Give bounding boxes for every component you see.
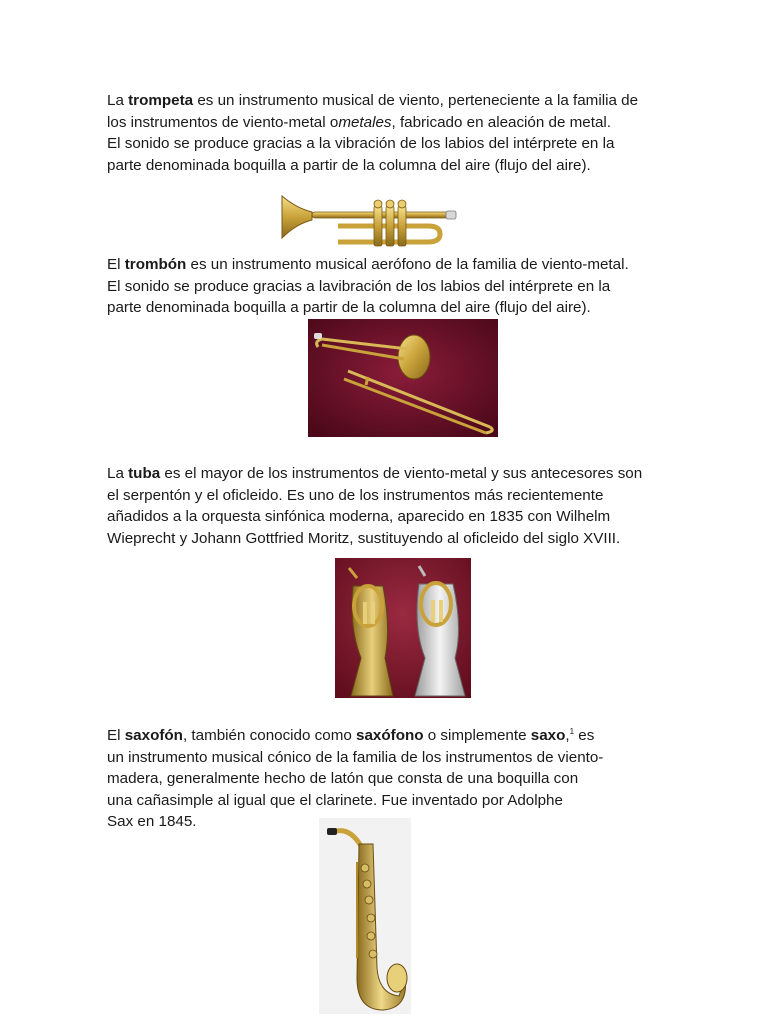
trumpet-paragraph	[107, 90, 687, 176]
saxophone-image	[319, 818, 411, 1014]
text-line: La tuba es el mayor de los instrumentos de viento-metal y sus antecesores son	[107, 465, 643, 482]
text-line: añadidos a la orquesta sinfónica moderna, aparecido en 1835 con Wilhelm	[107, 508, 611, 525]
footnote-ref[interactable]: 1	[569, 727, 575, 736]
text-line: La trompeta es un instrumento musical de viento, perteneciente a la familia de	[107, 92, 639, 109]
text-line: madera, generalmente hecho de latón que consta de una boquilla con	[107, 770, 579, 787]
saxophone-paragraph	[107, 725, 687, 833]
tuba-image	[335, 558, 471, 698]
text-line: los instrumentos de viento-metal ometales, fabricado en aleación de metal.	[107, 113, 612, 131]
text-line: una cañasimple al igual que el clarinete. Fue inventado por Adolphe	[107, 791, 563, 809]
text-line: El trombón es un instrumento musical aerófono de la familia de viento-metal.	[107, 256, 629, 273]
text-line: Wieprecht y Johann Gottfried Moritz, sustituyendo al oficleido del siglo XVIII.	[107, 529, 621, 547]
trumpet-image	[278, 190, 458, 252]
trombone-paragraph	[107, 254, 687, 319]
text-line: el serpentón y el oficleido. Es uno de los instrumentos más recientemente	[107, 486, 604, 504]
trombone-image	[308, 319, 498, 437]
text-line: parte denominada boquilla a partir de la columna del aire (flujo del aire).	[107, 156, 591, 174]
tuba-paragraph	[107, 463, 687, 549]
text-line: El sonido se produce gracias a lavibración de los labios del intérprete en la	[107, 277, 611, 295]
text-line: un instrumento musical cónico de la familia de los instrumentos de viento-	[107, 748, 604, 766]
text-line: El sonido se produce gracias a la vibración de los labios del intérprete en la	[107, 135, 615, 152]
text-line: El saxofón, también conocido como saxófono o simplemente saxo,$^1$ es	[107, 727, 595, 744]
text-line: parte denominada boquilla a partir de la columna del aire (flujo del aire).	[107, 299, 591, 316]
text-line: Sax en 1845.	[107, 813, 197, 830]
